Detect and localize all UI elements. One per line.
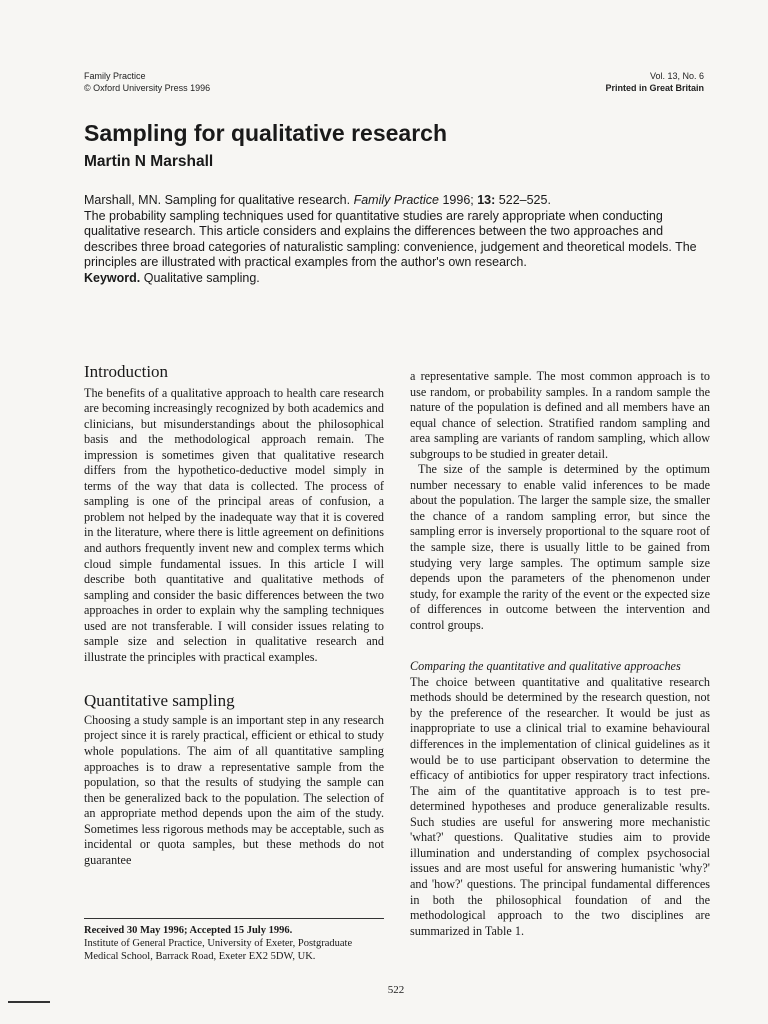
introduction-heading: Introduction [84, 362, 169, 381]
article-title: Sampling for qualitative research [84, 120, 448, 146]
right-paragraph-1: a representative sample. The most common approach is to use random, or probability samples. In a random sample the nature of the population is defined and all members have an equal chance of selection. Stratified random sampling and area sampling are variants of random sampling, which allow subgroups to be studied in greater detail. [410, 369, 710, 461]
keyword-text: Qualitative sampling. [140, 270, 260, 285]
comparing-text: The choice between quantitative and qualitative research methods should be determined by the research question, not by the preference of the researcher. It would be just as inappropriate to use a clinical trial to examine behavioural differences in the implementation of clinical guidelines as it would be to use participant observation to determine the efficacy of antibiotics for upper respiratory tract infections. The aim of the quantitative approach is to test pre-determined hypotheses and produce generalizable results. Such studies are useful for answering more mechanistic 'what?' questions. Qualitative studies aim to provide illumination and understanding of complex psychosocial issues and are most useful for answering humanistic 'why?' and 'how?' questions. The principal fundamental differences in both the philosophical foundation of and the methodological approach to the two disciplines are summarized in Table 1. [410, 674, 710, 938]
scan-edge-mark [8, 1001, 50, 1003]
abstract-citation [84, 193, 710, 209]
journal-name: Family Practice [84, 71, 146, 81]
abstract-summary: The probability sampling techniques used for quantitative studies are rarely appropriate when conducting qualitative research. This article considers and explains the differences between the two approaches and describes three broad categories of naturalistic sampling: convenience, judgement and theoretical models. The principles are illustrated with practical examples from the author's own research. [84, 208, 697, 270]
citation-year: 1996; [439, 193, 478, 207]
issue-header [605, 70, 704, 94]
abstract [84, 193, 710, 287]
comparing-heading: Comparing the quantitative and qualitative approaches [410, 659, 681, 674]
volume-line: Vol. 13, No. 6 [649, 71, 704, 81]
left-column [84, 364, 384, 868]
right-column [410, 369, 710, 939]
copyright-line: © Oxford University Press 1996 [84, 83, 211, 93]
footnote [84, 918, 384, 963]
keyword-label: Keyword. [84, 270, 141, 285]
quantitative-heading: Quantitative sampling [84, 691, 235, 711]
citation-journal: Family Practice [353, 193, 439, 207]
page-number: 522 [387, 984, 405, 996]
citation-pages: 522–525. [495, 193, 551, 207]
right-paragraph-2: The size of the sample is determined by the optimum number necessary to enable valid inferences to be made about the population. The larger the sample size, the smaller the chance of a random sampling error, but since the sampling error is inversely proportional to the square root of the sample size, there is usually little to be gained from studying very large samples. The optimum sample size depends upon the parameters of the phenomenon under study, for example the rarity of the event or the expected size of differences in outcome between the intervention and control groups. [410, 462, 710, 632]
citation-pre: Marshall, MN. Sampling for qualitative research. [84, 193, 354, 207]
keywords [84, 271, 710, 287]
received-dates: Received 30 May 1996; Accepted 15 July 1996. [84, 925, 293, 936]
citation-volume: 13: [477, 193, 496, 207]
printed-line: Printed in Great Britain [605, 83, 704, 93]
quantitative-text: Choosing a study sample is an important step in any research project since it is rarely practical, efficient or ethical to study whole populations. The aim of all quantitative sampling approaches is to draw a representative sample from the population, so that the results of studying the sample can then be generalized back to the population. The selection of an appropriate method depends upon the aim of the study. Sometimes less rigorous methods may be acceptable, such as incidental or quota samples, but these methods do not guarantee [84, 712, 384, 867]
introduction-text: The benefits of a qualitative approach to health care research are becoming increasingly recognized by both academics and clinicians, but misunderstandings about the philosophical basis and the methodological approach remain. The impression is sometimes given that qualitative research differs from the hypothetico-deductive model simply in terms of the way that data is collected. The process of sampling is one of the principal areas of confusion, a problem not helped by the inadequate way that it is covered in the literature, where there is little agreement on definitions and authors frequently invent new and complex terms which cloud simple fundamental issues. In this article I will describe both quantitative and qualitative methods of sampling and consider the basic differences between the two approaches in order to explain why the sampling techniques used are not transferable. I will consider issues relating to sample size and selection in qualitative research and illustrate the principles with practical examples. [84, 385, 384, 664]
author-affiliation: Institute of General Practice, University of Exeter, Postgraduate Medical School, Barrack Road, Exeter EX2 5DW, UK. [84, 938, 353, 962]
article-author: Martin N Marshall [84, 153, 214, 170]
journal-header [84, 70, 210, 94]
